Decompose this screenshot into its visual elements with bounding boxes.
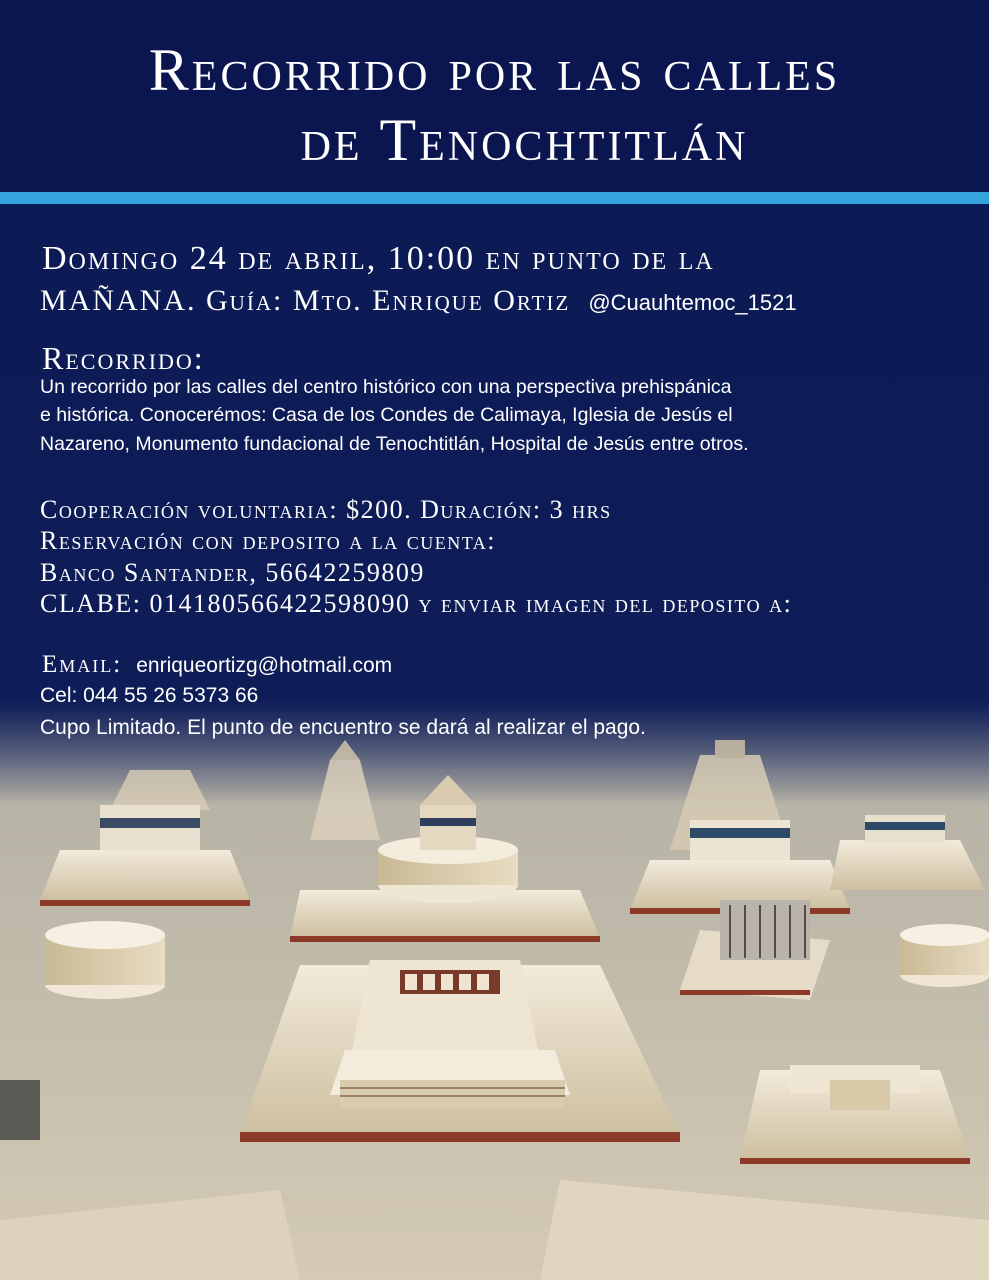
guide-handle: @Cuauhtemoc_1521 xyxy=(588,290,797,315)
event-guide xyxy=(40,286,797,316)
cel-line: Cel: 044 55 26 5373 66 xyxy=(40,684,259,707)
page-title-line-2: de Tenochtitlán xyxy=(300,107,749,173)
email-line xyxy=(42,652,392,677)
description-line-2: e histórica. Conocerémos: Casa de los Condes de Calimaya, Iglesia de Jesús el xyxy=(40,404,733,426)
page-title-line-1: Recorrido por las calles xyxy=(148,37,841,103)
guide-text: MAÑANA. Guía: Mto. Enrique Ortiz xyxy=(40,284,571,317)
note-line: Cupo Limitado. El punto de encuentro se dará al realizar el pago. xyxy=(40,716,646,739)
email-label: Email: xyxy=(42,651,123,678)
bank-line: Banco Santander, 56642259809 xyxy=(40,558,425,587)
header-divider xyxy=(0,192,989,204)
round-platform-left xyxy=(45,921,165,999)
courtyard-right xyxy=(740,1065,970,1164)
event-date: Domingo 24 de abril, 10:00 en punto de la xyxy=(42,240,715,277)
round-platform-right xyxy=(900,924,989,987)
recorrido-heading: Recorrido: xyxy=(42,340,205,376)
description-line-3: Nazareno, Monumento fundacional de Tenochtitlán, Hospital de Jesús entre otros. xyxy=(40,433,749,455)
description-line-1: Un recorrido por las calles del centro histórico con una perspectiva prehispánica xyxy=(40,376,732,398)
cost-line: Cooperación voluntaria: $200. Duración: 3 hrs xyxy=(40,495,612,524)
clabe-line: CLABE: 014180566422598090 y enviar imagen del deposito a: xyxy=(40,589,793,618)
reservation-line: Reservación con deposito a la cuenta: xyxy=(40,526,497,555)
tenochtitlan-model-image xyxy=(0,700,989,1280)
email-value: enriqueortizg@hotmail.com xyxy=(136,654,393,677)
